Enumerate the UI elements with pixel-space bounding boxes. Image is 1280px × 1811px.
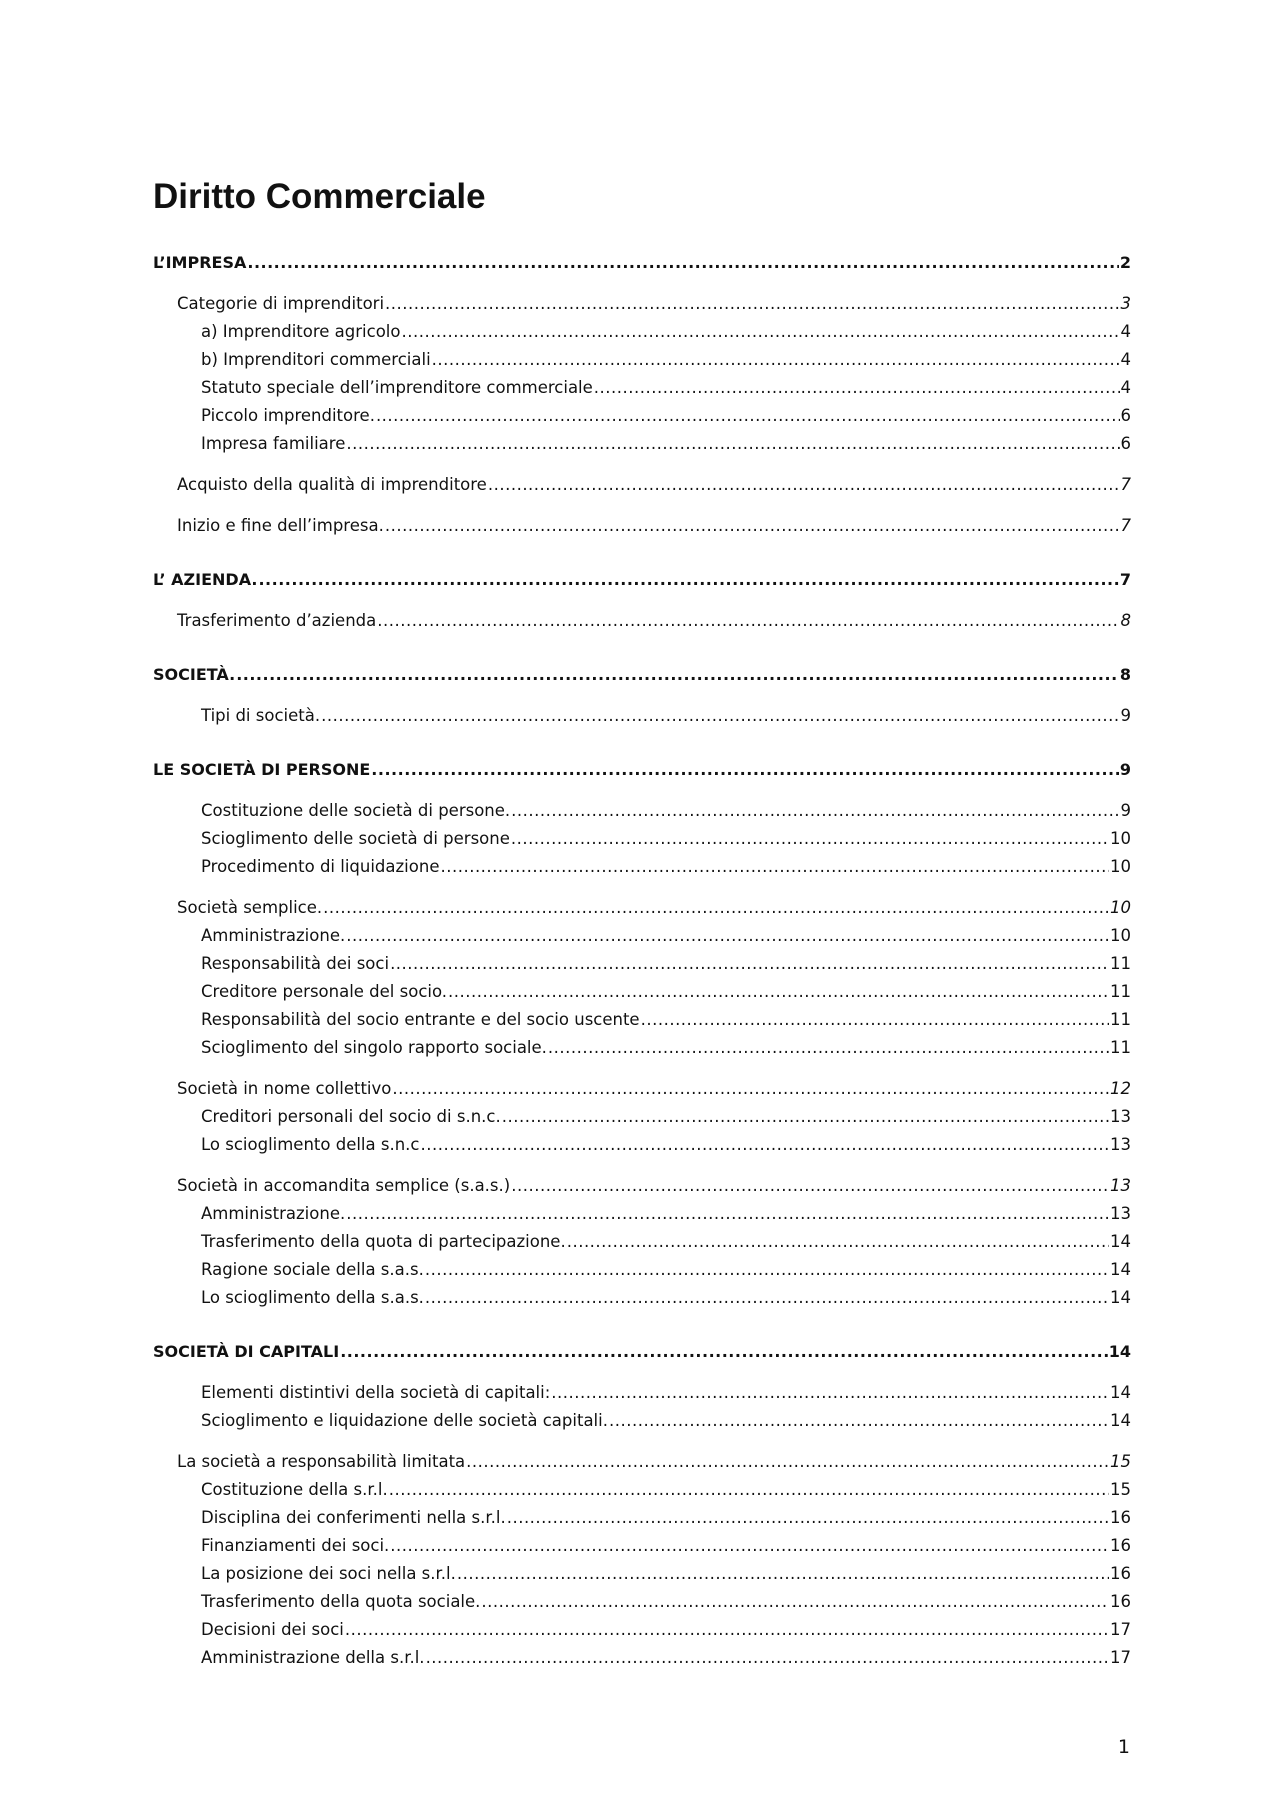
toc-entry-label: Costituzione delle società di persone. bbox=[201, 801, 511, 820]
toc-entry-page: 17 bbox=[1110, 1648, 1131, 1667]
toc-entry-page: 10 bbox=[1110, 926, 1131, 945]
toc-entry-label: Decisioni dei soci bbox=[201, 1620, 344, 1639]
toc-dot-leader bbox=[425, 1258, 1109, 1282]
toc-entry-page: 14 bbox=[1110, 1288, 1131, 1307]
toc-dot-leader bbox=[432, 348, 1120, 372]
toc-dot-leader bbox=[426, 1646, 1109, 1670]
toc-entry-label: Acquisto della qualità di imprenditore bbox=[177, 475, 487, 494]
toc-entry-page: 6 bbox=[1120, 434, 1131, 453]
toc-entry-page: 7 bbox=[1119, 570, 1131, 589]
toc-entry-page: 13 bbox=[1110, 1176, 1131, 1195]
toc-dot-leader bbox=[401, 320, 1119, 344]
toc-entry-page: 2 bbox=[1119, 253, 1131, 272]
toc-entry-label: Disciplina dei conferimenti nella s.r.l. bbox=[201, 1508, 506, 1527]
toc-dot-leader bbox=[481, 1590, 1109, 1614]
toc-entry-page: 16 bbox=[1110, 1508, 1131, 1527]
toc-dot-leader bbox=[511, 827, 1109, 851]
toc-entry-label: Scioglimento e liquidazione delle società capitali. bbox=[201, 1411, 608, 1430]
toc-entry[interactable] bbox=[153, 758, 1131, 782]
toc-dot-leader bbox=[345, 1618, 1109, 1642]
toc-dot-leader bbox=[392, 1077, 1109, 1101]
toc-entry[interactable] bbox=[201, 1646, 1131, 1670]
toc-entry-page: 11 bbox=[1110, 982, 1131, 1001]
toc-entry-page: 17 bbox=[1110, 1620, 1131, 1639]
toc-dot-leader bbox=[346, 432, 1119, 456]
toc-dot-leader bbox=[236, 663, 1119, 687]
toc-entry[interactable] bbox=[177, 1077, 1131, 1101]
toc-entry-label: SOCIETÀ. bbox=[153, 665, 236, 684]
toc-entry-page: 4 bbox=[1120, 322, 1131, 341]
toc-entry[interactable] bbox=[177, 514, 1131, 538]
toc-entry-page: 16 bbox=[1110, 1564, 1131, 1583]
toc-entry[interactable] bbox=[177, 1174, 1131, 1198]
toc-entry-page: 14 bbox=[1108, 1342, 1131, 1361]
toc-entry-page: 15 bbox=[1110, 1480, 1131, 1499]
toc-entry-label: Trasferimento della quota di partecipazione. bbox=[201, 1232, 566, 1251]
toc-dot-leader bbox=[641, 1008, 1109, 1032]
toc-entry-page: 14 bbox=[1110, 1383, 1131, 1402]
toc-entry-page: 7 bbox=[1120, 516, 1131, 535]
toc-dot-leader bbox=[376, 404, 1120, 428]
toc-entry[interactable] bbox=[201, 1133, 1131, 1157]
toc-entry-page: 9 bbox=[1120, 706, 1131, 725]
toc-entry-label: Società in nome collettivo bbox=[177, 1079, 392, 1098]
toc-dot-leader bbox=[594, 376, 1120, 400]
toc-entry[interactable] bbox=[153, 568, 1131, 592]
toc-dot-leader bbox=[346, 924, 1109, 948]
toc-entry-page: 12 bbox=[1110, 1079, 1131, 1098]
toc-entry-page: 15 bbox=[1110, 1452, 1131, 1471]
toc-entry-label: Ragione sociale della s.a.s. bbox=[201, 1260, 424, 1279]
toc-entry-label: Creditore personale del socio. bbox=[201, 982, 448, 1001]
toc-entry[interactable] bbox=[177, 609, 1131, 633]
toc-entry-page: 11 bbox=[1110, 1010, 1131, 1029]
toc-entry-label: Società semplice. bbox=[177, 898, 323, 917]
toc-entry-label: Elementi distintivi della società di capitali: bbox=[201, 1383, 551, 1402]
toc-entry-page: 8 bbox=[1119, 665, 1131, 684]
toc-dot-leader bbox=[425, 1286, 1109, 1310]
toc-entry[interactable] bbox=[201, 1036, 1131, 1060]
toc-dot-leader bbox=[371, 758, 1119, 782]
toc-entry[interactable] bbox=[201, 1258, 1131, 1282]
toc-entry[interactable] bbox=[201, 1202, 1131, 1226]
toc-entry[interactable] bbox=[201, 1381, 1131, 1405]
toc-entry-page: 3 bbox=[1120, 294, 1131, 313]
toc-dot-leader bbox=[390, 952, 1109, 976]
toc-entry[interactable] bbox=[201, 799, 1131, 823]
toc-entry-page: 14 bbox=[1110, 1232, 1131, 1251]
toc-entry[interactable] bbox=[201, 952, 1131, 976]
toc-dot-leader bbox=[323, 896, 1109, 920]
toc-entry-page: 10 bbox=[1110, 898, 1131, 917]
toc-entry-label: a) Imprenditore agricolo bbox=[201, 322, 401, 341]
toc-entry-label: Trasferimento della quota sociale. bbox=[201, 1592, 481, 1611]
toc-entry[interactable] bbox=[201, 1478, 1131, 1502]
toc-entry-page: 10 bbox=[1110, 857, 1131, 876]
toc-entry-label: Finanziamenti dei soci. bbox=[201, 1536, 390, 1555]
toc-entry-page: 8 bbox=[1120, 611, 1131, 630]
toc-dot-leader bbox=[457, 1562, 1109, 1586]
toc-dot-leader bbox=[385, 292, 1119, 316]
toc-dot-leader bbox=[448, 980, 1109, 1004]
toc-entry-page: 14 bbox=[1110, 1260, 1131, 1279]
toc-entry[interactable] bbox=[177, 896, 1131, 920]
toc-dot-leader bbox=[421, 1133, 1110, 1157]
toc-entry-label: SOCIETÀ DI CAPITALI bbox=[153, 1342, 340, 1361]
toc-entry[interactable] bbox=[201, 1562, 1131, 1586]
page-number: 1 bbox=[1117, 1736, 1130, 1758]
toc-entry-label: Piccolo imprenditore. bbox=[201, 406, 375, 425]
toc-entry-page: 13 bbox=[1110, 1135, 1131, 1154]
toc-dot-leader bbox=[258, 568, 1118, 592]
toc-entry-page: 14 bbox=[1110, 1411, 1131, 1430]
toc-entry[interactable] bbox=[177, 473, 1131, 497]
document-title: Diritto Commerciale bbox=[153, 177, 486, 216]
toc-entry-page: 4 bbox=[1120, 378, 1131, 397]
toc-entry[interactable] bbox=[153, 1340, 1131, 1364]
toc-dot-leader bbox=[377, 609, 1119, 633]
toc-dot-leader bbox=[340, 1340, 1108, 1364]
toc-entry-label: b) Imprenditori commerciali bbox=[201, 350, 431, 369]
toc-dot-leader bbox=[247, 251, 1119, 275]
toc-entry-label: Costituzione della s.r.l. bbox=[201, 1480, 388, 1499]
toc-entry-label: Inizio e fine dell’impresa. bbox=[177, 516, 384, 535]
toc-entry[interactable] bbox=[153, 251, 1131, 275]
toc-entry[interactable] bbox=[201, 924, 1131, 948]
toc-dot-leader bbox=[385, 514, 1120, 538]
toc-entry-label: Responsabilità dei soci bbox=[201, 954, 390, 973]
toc-entry-label: Creditori personali del socio di s.n.c. bbox=[201, 1107, 501, 1126]
toc-entry-page: 4 bbox=[1120, 350, 1131, 369]
toc-entry[interactable] bbox=[201, 1008, 1131, 1032]
toc-entry[interactable] bbox=[177, 292, 1131, 316]
toc-entry[interactable] bbox=[201, 704, 1131, 728]
toc-entry-label: L’ AZIENDA. bbox=[153, 570, 258, 589]
toc-entry[interactable] bbox=[201, 1105, 1131, 1129]
toc-entry[interactable] bbox=[201, 980, 1131, 1004]
toc-entry-page: 11 bbox=[1110, 954, 1131, 973]
toc-entry-page: 11 bbox=[1110, 1038, 1131, 1057]
toc-entry[interactable] bbox=[201, 827, 1131, 851]
toc-entry-label: Responsabilità del socio entrante e del socio uscente bbox=[201, 1010, 640, 1029]
toc-dot-leader bbox=[389, 1478, 1109, 1502]
toc-dot-leader bbox=[321, 704, 1119, 728]
toc-entry[interactable] bbox=[201, 404, 1131, 428]
toc-entry-label: Lo scioglimento della s.a.s. bbox=[201, 1288, 424, 1307]
toc-dot-leader bbox=[488, 473, 1120, 497]
toc-entry-label: Società in accomandita semplice (s.a.s.) bbox=[177, 1176, 511, 1195]
toc-entry-label: Amministrazione. bbox=[201, 1204, 346, 1223]
toc-entry-label: Procedimento di liquidazione bbox=[201, 857, 440, 876]
toc-dot-leader bbox=[440, 855, 1109, 879]
toc-dot-leader bbox=[346, 1202, 1109, 1226]
toc-entry-label: Scioglimento delle società di persone bbox=[201, 829, 510, 848]
toc-dot-leader bbox=[567, 1230, 1109, 1254]
toc-entry-label: LE SOCIETÀ DI PERSONE bbox=[153, 760, 371, 779]
toc-entry-page: 7 bbox=[1120, 475, 1131, 494]
toc-entry-page: 16 bbox=[1110, 1592, 1131, 1611]
toc-dot-leader bbox=[507, 1506, 1109, 1530]
toc-entry-label: Statuto speciale dell’imprenditore commerciale bbox=[201, 378, 593, 397]
toc-entry-page: 9 bbox=[1120, 801, 1131, 820]
toc-entry-label: Amministrazione. bbox=[201, 926, 346, 945]
toc-entry[interactable] bbox=[201, 1230, 1131, 1254]
toc-entry-label: Tipi di società. bbox=[201, 706, 321, 725]
toc-entry-label: La posizione dei soci nella s.r.l. bbox=[201, 1564, 456, 1583]
toc-entry-page: 16 bbox=[1110, 1536, 1131, 1555]
toc-entry-page: 10 bbox=[1110, 829, 1131, 848]
toc-entry[interactable] bbox=[201, 1506, 1131, 1530]
toc-dot-leader bbox=[390, 1534, 1109, 1558]
toc-dot-leader bbox=[502, 1105, 1109, 1129]
toc-entry-page: 13 bbox=[1110, 1204, 1131, 1223]
toc-entry[interactable] bbox=[201, 1534, 1131, 1558]
toc-dot-leader bbox=[466, 1450, 1109, 1474]
toc-entry[interactable] bbox=[201, 1286, 1131, 1310]
toc-entry[interactable] bbox=[201, 376, 1131, 400]
toc-dot-leader bbox=[609, 1409, 1109, 1433]
toc-entry[interactable] bbox=[153, 663, 1131, 687]
toc-entry[interactable] bbox=[201, 348, 1131, 372]
toc-dot-leader bbox=[511, 1174, 1109, 1198]
toc-entry-label: Lo scioglimento della s.n.c bbox=[201, 1135, 420, 1154]
toc-dot-leader bbox=[551, 1381, 1109, 1405]
toc-entry[interactable] bbox=[201, 432, 1131, 456]
toc-dot-leader bbox=[511, 799, 1119, 823]
toc-entry[interactable] bbox=[201, 1409, 1131, 1433]
toc-entry-page: 13 bbox=[1110, 1107, 1131, 1126]
toc-entry-page: 6 bbox=[1120, 406, 1131, 425]
toc-entry-label: Categorie di imprenditori bbox=[177, 294, 385, 313]
toc-entry[interactable] bbox=[201, 1618, 1131, 1642]
toc-entry-label: L’IMPRESA bbox=[153, 253, 247, 272]
toc-entry-page: 9 bbox=[1119, 760, 1131, 779]
toc-entry-label: Trasferimento d’azienda bbox=[177, 611, 377, 630]
toc-entry[interactable] bbox=[201, 1590, 1131, 1614]
toc-entry-label: Impresa familiare bbox=[201, 434, 346, 453]
toc-entry[interactable] bbox=[177, 1450, 1131, 1474]
toc-entry-label: Amministrazione della s.r.l. bbox=[201, 1648, 425, 1667]
toc-entry-label: La società a responsabilità limitata bbox=[177, 1452, 466, 1471]
toc-entry-label: Scioglimento del singolo rapporto sociale. bbox=[201, 1038, 547, 1057]
toc-entry[interactable] bbox=[201, 320, 1131, 344]
toc-entry[interactable] bbox=[201, 855, 1131, 879]
toc-dot-leader bbox=[548, 1036, 1109, 1060]
